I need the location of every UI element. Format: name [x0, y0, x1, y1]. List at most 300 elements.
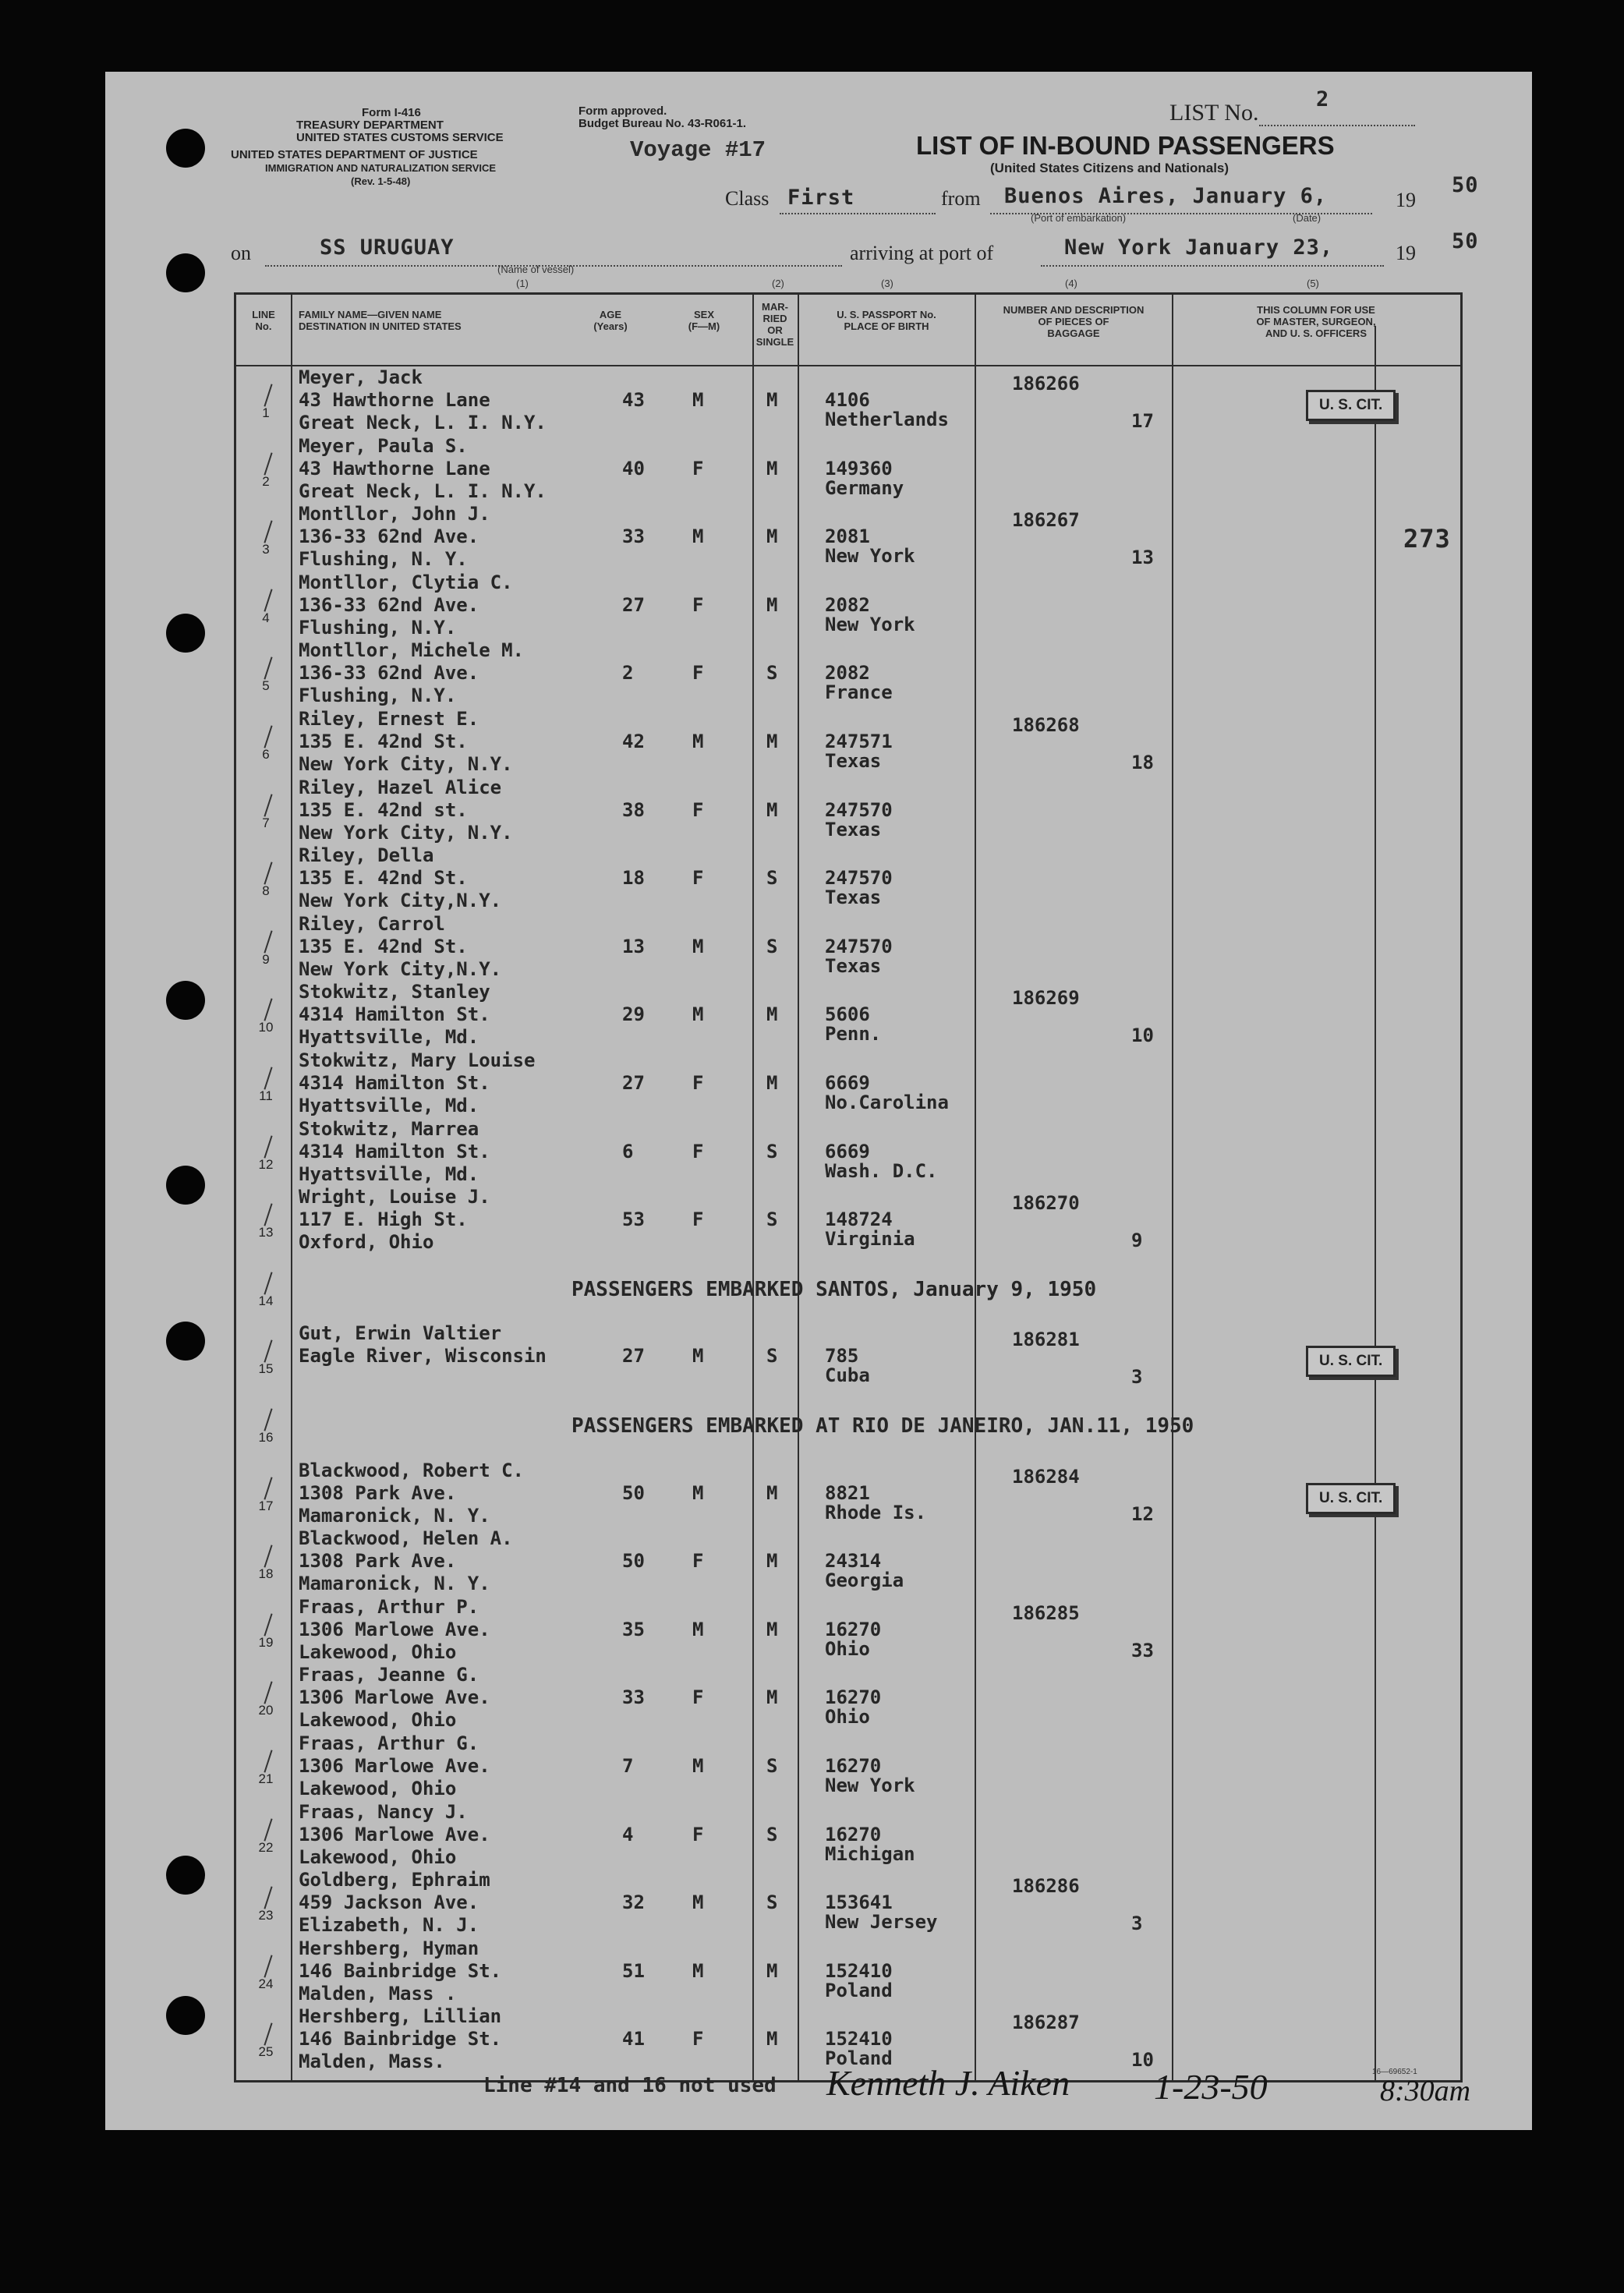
place-of-birth: Ohio: [825, 1637, 870, 1660]
passenger-sex: F: [692, 2028, 704, 2051]
port-of-embarkation: Buenos Aires, January 6,: [1004, 184, 1328, 208]
line-number: 18: [258, 1566, 274, 1582]
line-number: 7: [262, 815, 270, 830]
passenger-age: 6: [622, 1140, 634, 1162]
passenger-address: 4314 Hamilton St.: [299, 1072, 490, 1094]
header-sex: SEX (F—M): [688, 309, 720, 332]
passenger-address: 4314 Hamilton St.: [299, 1140, 490, 1162]
passenger-marital-status: M: [766, 2028, 778, 2051]
passenger-name: Hershberg, Hyman: [299, 1937, 479, 1959]
passenger-address: 136-33 62nd Ave.: [299, 662, 479, 685]
passenger-sex: F: [692, 1072, 704, 1094]
passenger-city: Oxford, Ohio: [299, 1231, 434, 1254]
passenger-sex: F: [692, 1140, 704, 1162]
passenger-name: Meyer, Paula S.: [299, 434, 468, 457]
passenger-marital-status: M: [766, 798, 778, 821]
passenger-address: 135 E. 42nd St.: [299, 935, 468, 957]
place-of-birth: Germany: [825, 476, 904, 499]
passenger-city: Hyattsville, Md.: [299, 1162, 479, 1185]
passport-number: 247570: [825, 935, 893, 957]
baggage-number: 186286: [1012, 1875, 1080, 1898]
line-number: 24: [258, 1976, 274, 1991]
passenger-age: 35: [622, 1618, 645, 1640]
passport-number: 24314: [825, 1550, 882, 1573]
passenger-row: [236, 571, 1460, 639]
place-of-birth: Michigan: [825, 1842, 915, 1865]
passenger-city: New York City,N.Y.: [299, 890, 502, 912]
passenger-row: [236, 1117, 1460, 1185]
passport-number: 153641: [825, 1891, 893, 1914]
passenger-age: 27: [622, 593, 645, 616]
citizenship-stamp: U. S. CIT.: [1306, 1483, 1396, 1514]
header-name: FAMILY NAME—GIVEN NAME DESTINATION IN UNITED STATES: [299, 309, 462, 332]
passenger-age: 7: [622, 1755, 634, 1777]
place-of-birth: Penn.: [825, 1023, 882, 1046]
binder-hole: [166, 129, 205, 168]
line-number: 2: [262, 473, 270, 489]
passenger-marital-status: S: [766, 1755, 778, 1777]
place-of-birth: Texas: [825, 954, 882, 977]
passenger-marital-status: M: [766, 1003, 778, 1026]
passenger-address: 1306 Marlowe Ave.: [299, 1755, 490, 1777]
baggage-pieces: 13: [1131, 547, 1154, 569]
line-number: 25: [258, 2044, 274, 2060]
passenger-city: Mamaronick, N. Y.: [299, 1573, 490, 1595]
passenger-name: Montllor, Michele M.: [299, 639, 524, 662]
line-number: 19: [258, 1634, 274, 1650]
passport-number: 2081: [825, 525, 870, 548]
place-of-birth: New York: [825, 613, 915, 635]
passenger-age: 42: [622, 731, 645, 752]
passenger-age: 33: [622, 1686, 645, 1709]
passenger-name: Fraas, Nancy J.: [299, 1800, 468, 1823]
passenger-city: Great Neck, L. I. N.Y.: [299, 479, 547, 502]
passenger-row: [236, 1322, 1460, 1389]
passenger-row: [236, 1664, 1460, 1732]
passenger-address: 136-33 62nd Ave.: [299, 593, 479, 616]
passenger-city: Flushing, N.Y.: [299, 685, 457, 707]
place-of-birth: Poland: [825, 2047, 893, 2070]
passenger-city: Mamaronick, N. Y.: [299, 1504, 490, 1527]
passenger-age: 53: [622, 1208, 645, 1231]
passenger-age: 29: [622, 1003, 645, 1026]
line-number: 23: [258, 1908, 274, 1923]
passport-number: 16270: [825, 1755, 882, 1777]
year-prefix: 19: [1396, 189, 1416, 211]
passenger-age: 50: [622, 1550, 645, 1573]
section-heading: PASSENGERS EMBARKED AT RIO DE JANEIRO, JAN.11, 1950: [571, 1414, 1194, 1438]
passenger-address: 117 E. High St.: [299, 1208, 468, 1231]
line-number: 10: [258, 1020, 274, 1035]
passenger-city: Flushing, N. Y.: [299, 548, 468, 571]
passenger-row: [236, 1049, 1460, 1116]
passenger-row: [236, 1595, 1460, 1663]
passport-number: 152410: [825, 2028, 893, 2051]
passport-number: 4106: [825, 389, 870, 411]
passenger-sex: M: [692, 1618, 704, 1640]
port-caption: (Port of embarkation): [1031, 212, 1127, 224]
passenger-table: [234, 292, 1463, 2082]
passenger-row: [236, 776, 1460, 844]
baggage-pieces: 12: [1131, 1502, 1154, 1525]
passenger-sex: M: [692, 1481, 704, 1504]
binder-hole: [166, 1856, 205, 1895]
passenger-sex: M: [692, 525, 704, 548]
passport-number: 2082: [825, 593, 870, 616]
baggage-number: 186281: [1012, 1329, 1080, 1351]
passenger-marital-status: M: [766, 1072, 778, 1094]
footer-note: Line #14 and 16 not used: [483, 2074, 777, 2097]
passenger-address: 459 Jackson Ave.: [299, 1891, 479, 1914]
passenger-name: Fraas, Arthur P.: [299, 1595, 479, 1618]
passenger-address: 146 Bainbridge St.: [299, 1959, 502, 1982]
passenger-row: [236, 1869, 1460, 1937]
check-mark: [264, 1272, 272, 1294]
passport-number: 148724: [825, 1208, 893, 1231]
passenger-address: 1308 Park Ave.: [299, 1550, 457, 1573]
passenger-name: Blackwood, Robert C.: [299, 1459, 524, 1481]
baggage-number: 186269: [1012, 987, 1080, 1010]
vessel-caption: (Name of vessel): [497, 264, 575, 275]
passenger-age: 2: [622, 662, 634, 685]
passenger-sex: M: [692, 935, 704, 957]
passenger-address: Eagle River, Wisconsin: [299, 1345, 547, 1368]
passenger-name: Meyer, Jack: [299, 366, 423, 388]
passenger-marital-status: S: [766, 1140, 778, 1162]
baggage-number: 186268: [1012, 714, 1080, 736]
passport-number: 16270: [825, 1823, 882, 1845]
passenger-name: Riley, Ernest E.: [299, 708, 479, 730]
line-number: 5: [262, 678, 270, 694]
from-label: from: [941, 187, 981, 210]
passenger-sex: F: [692, 1823, 704, 1845]
passenger-sex: F: [692, 457, 704, 479]
passenger-age: 41: [622, 2028, 645, 2051]
passenger-age: 27: [622, 1072, 645, 1094]
header-passport: U. S. PASSPORT No. PLACE OF BIRTH: [837, 309, 936, 332]
baggage-pieces: 33: [1131, 1639, 1154, 1661]
passenger-name: Riley, Carrol: [299, 912, 445, 935]
passenger-sex: F: [692, 1550, 704, 1573]
passport-number: 6669: [825, 1140, 870, 1162]
passenger-row: [236, 912, 1460, 980]
baggage-number: 186270: [1012, 1192, 1080, 1215]
line-number: 11: [259, 1088, 273, 1103]
passenger-age: 4: [622, 1823, 634, 1845]
passenger-marital-status: M: [766, 1686, 778, 1709]
passport-number: 2082: [825, 662, 870, 685]
passenger-address: 135 E. 42nd st.: [299, 798, 468, 821]
baggage-number: 186287: [1012, 2012, 1080, 2034]
column-1-number: (1): [516, 278, 529, 289]
signature-time: 8:30am: [1380, 2075, 1471, 2107]
passenger-row: [236, 639, 1460, 707]
passport-number: 5606: [825, 1003, 870, 1026]
margin-note: 273: [1403, 524, 1451, 554]
passenger-sex: M: [692, 1755, 704, 1777]
list-number-label: LIST No.: [1169, 100, 1259, 126]
line-number: 15: [258, 1361, 274, 1377]
binder-hole: [166, 1996, 205, 2035]
passenger-name: Montllor, John J.: [299, 503, 490, 525]
passenger-marital-status: M: [766, 1618, 778, 1640]
passenger-row: [236, 1186, 1460, 1254]
place-of-birth: Netherlands: [825, 409, 949, 430]
passport-number: 16270: [825, 1686, 882, 1709]
column-2-number: (2): [772, 278, 784, 289]
baggage-pieces: 3: [1131, 1913, 1143, 1935]
passenger-address: 43 Hawthorne Lane: [299, 457, 490, 479]
form-subtitle: (United States Citizens and Nationals): [990, 161, 1229, 175]
baggage-number: 186267: [1012, 509, 1080, 532]
passenger-address: 1306 Marlowe Ave.: [299, 1823, 490, 1845]
place-of-birth: Poland: [825, 1979, 893, 2001]
passenger-city: New York City, N.Y.: [299, 821, 513, 844]
passenger-marital-status: M: [766, 1550, 778, 1573]
place-of-birth: Texas: [825, 886, 882, 909]
passenger-marital-status: S: [766, 1345, 778, 1368]
passport-number: 247570: [825, 867, 893, 890]
passport-number: 785: [825, 1345, 859, 1368]
passenger-row: [236, 434, 1460, 502]
voyage-number: Voyage #17: [630, 137, 766, 163]
line-number: 3: [262, 542, 270, 557]
line-number: 13: [258, 1225, 274, 1240]
line-number: 9: [262, 951, 270, 967]
line-number: 14: [258, 1293, 274, 1308]
signature-date: 1-23-50: [1154, 2067, 1268, 2107]
line-number: 21: [258, 1771, 274, 1786]
passenger-row: [236, 1937, 1460, 2005]
baggage-pieces: 18: [1131, 752, 1154, 773]
place-of-birth: Virginia: [825, 1228, 915, 1251]
passenger-city: Hyattsville, Md.: [299, 1095, 479, 1116]
passenger-address: 4314 Hamilton St.: [299, 1003, 490, 1026]
embark-year: 50: [1452, 173, 1479, 197]
line-number: 8: [262, 883, 270, 899]
column-5-number: (5): [1307, 278, 1319, 289]
date-caption: (Date): [1293, 212, 1321, 224]
passenger-sex: F: [692, 867, 704, 890]
form-number: Form I-416: [362, 106, 421, 119]
passenger-age: 18: [622, 867, 645, 890]
passport-number: 152410: [825, 1959, 893, 1982]
line-number: 6: [262, 747, 270, 762]
place-of-birth: New Jersey: [825, 1911, 938, 1934]
passport-number: 16270: [825, 1618, 882, 1640]
passenger-row: [236, 1732, 1460, 1799]
line-number: 4: [262, 610, 270, 625]
passenger-marital-status: M: [766, 525, 778, 548]
passport-number: 8821: [825, 1481, 870, 1504]
passenger-row: [236, 1527, 1460, 1595]
passenger-sex: F: [692, 1208, 704, 1231]
header-baggage: NUMBER AND DESCRIPTION OF PIECES OF BAGGAGE: [1003, 304, 1145, 339]
passenger-sex: F: [692, 593, 704, 616]
passenger-address: 1306 Marlowe Ave.: [299, 1686, 490, 1709]
passenger-city: Great Neck, L. I. N.Y.: [299, 412, 547, 433]
passenger-row: [236, 1800, 1460, 1868]
passenger-age: 43: [622, 389, 645, 411]
passenger-row: [236, 844, 1460, 912]
class-value: First: [787, 186, 855, 210]
passenger-sex: F: [692, 662, 704, 685]
passenger-marital-status: M: [766, 457, 778, 479]
binder-hole: [166, 253, 205, 292]
binder-hole: [166, 1166, 205, 1205]
passenger-name: Gut, Erwin Valtier: [299, 1322, 502, 1345]
passenger-row: [236, 708, 1460, 775]
vessel-name: SS URUGUAY: [320, 235, 455, 260]
passenger-sex: M: [692, 1003, 704, 1026]
passenger-sex: M: [692, 731, 704, 752]
arrival-port-date: New York January 23,: [1064, 235, 1334, 260]
passenger-name: Hershberg, Lillian: [299, 2005, 502, 2028]
column-4-number: (4): [1065, 278, 1077, 289]
place-of-birth: Cuba: [825, 1364, 870, 1387]
baggage-pieces: 17: [1131, 410, 1154, 432]
header-line-no: LINE No.: [252, 309, 275, 332]
passenger-city: Lakewood, Ohio: [299, 1640, 457, 1663]
passenger-marital-status: S: [766, 1891, 778, 1914]
passenger-city: Lakewood, Ohio: [299, 1709, 457, 1732]
passenger-name: Fraas, Arthur G.: [299, 1732, 479, 1754]
passenger-city: New York City, N.Y.: [299, 753, 513, 775]
year-prefix-2: 19: [1396, 242, 1416, 264]
form-title: LIST OF IN-BOUND PASSENGERS: [916, 131, 1335, 160]
passenger-age: 33: [622, 525, 645, 548]
passenger-age: 27: [622, 1345, 645, 1368]
passenger-address: 135 E. 42nd St.: [299, 867, 468, 890]
passenger-name: Riley, Della: [299, 844, 434, 867]
passenger-name: Stokwitz, Stanley: [299, 981, 490, 1003]
passenger-address: 146 Bainbridge St.: [299, 2028, 502, 2051]
column-3-number: (3): [881, 278, 893, 289]
passenger-name: Fraas, Jeanne G.: [299, 1664, 479, 1686]
line-number: 12: [258, 1156, 274, 1172]
header-officers-use: THIS COLUMN FOR USE OF MASTER, SURGEON, AND U. S. OFFICERS: [1256, 304, 1376, 339]
treasury-department: TREASURY DEPARTMENT: [296, 119, 444, 132]
passenger-name: Wright, Louise J.: [299, 1186, 490, 1208]
passenger-city: Hyattsville, Md.: [299, 1026, 479, 1049]
passenger-row: [236, 1459, 1460, 1527]
passenger-address: 1306 Marlowe Ave.: [299, 1618, 490, 1640]
passenger-address: 43 Hawthorne Lane: [299, 389, 490, 411]
passenger-sex: M: [692, 1345, 704, 1368]
passenger-address: 135 E. 42nd St.: [299, 731, 468, 752]
arriving-label: arriving at port of: [850, 242, 994, 264]
check-mark: [264, 1408, 272, 1431]
form-approved: Form approved.: [578, 104, 667, 118]
place-of-birth: No.Carolina: [825, 1092, 949, 1113]
passenger-marital-status: M: [766, 731, 778, 752]
line-number: 16: [258, 1430, 274, 1445]
passenger-city: Malden, Mass .: [299, 1982, 457, 2005]
passenger-address: 1308 Park Ave.: [299, 1481, 457, 1504]
passenger-city: Lakewood, Ohio: [299, 1845, 457, 1868]
header-married: MAR- RIED OR SINGLE: [755, 301, 794, 348]
passenger-city: Malden, Mass.: [299, 2051, 445, 2073]
baggage-number: 186284: [1012, 1465, 1080, 1488]
passenger-city: Lakewood, Ohio: [299, 1778, 457, 1799]
passenger-marital-status: S: [766, 935, 778, 957]
passenger-marital-status: S: [766, 662, 778, 685]
passenger-sex: M: [692, 389, 704, 411]
binder-hole: [166, 1322, 205, 1361]
passenger-marital-status: S: [766, 1208, 778, 1231]
passenger-row: [236, 503, 1460, 571]
passenger-marital-status: S: [766, 867, 778, 890]
passenger-name: Goldberg, Ephraim: [299, 1869, 490, 1891]
place-of-birth: Wash. D.C.: [825, 1159, 938, 1182]
passenger-marital-status: S: [766, 1823, 778, 1845]
passenger-age: 32: [622, 1891, 645, 1914]
baggage-pieces: 10: [1131, 1024, 1154, 1047]
section-heading: PASSENGERS EMBARKED SANTOS, January 9, 1950: [571, 1277, 1097, 1301]
place-of-birth: France: [825, 681, 893, 704]
baggage-number: 186266: [1012, 373, 1080, 395]
passenger-name: Blackwood, Helen A.: [299, 1527, 513, 1550]
header-age: AGE (Years): [593, 309, 628, 332]
officer-signature: Kenneth J. Aiken: [826, 2063, 1070, 2103]
budget-bureau: Budget Bureau No. 43-R061-1.: [578, 117, 747, 130]
passenger-city: Elizabeth, N. J.: [299, 1914, 479, 1937]
place-of-birth: New York: [825, 1775, 915, 1796]
passport-number: 247570: [825, 798, 893, 821]
revision: (Rev. 1-5-48): [351, 175, 411, 187]
line-number: 20: [258, 1703, 274, 1718]
passport-number: 149360: [825, 457, 893, 479]
passenger-sex: F: [692, 798, 704, 821]
passenger-age: 50: [622, 1481, 645, 1504]
baggage-pieces: 10: [1131, 2049, 1154, 2072]
place-of-birth: Texas: [825, 818, 882, 840]
binder-hole: [166, 614, 205, 653]
passenger-name: Montllor, Clytia C.: [299, 571, 513, 593]
passenger-sex: M: [692, 1959, 704, 1982]
place-of-birth: Texas: [825, 750, 882, 772]
passenger-age: 51: [622, 1959, 645, 1982]
place-of-birth: New York: [825, 545, 915, 568]
passenger-marital-status: M: [766, 389, 778, 411]
place-of-birth: Ohio: [825, 1706, 870, 1729]
passenger-marital-status: M: [766, 593, 778, 616]
line-number: 1: [262, 405, 270, 420]
list-number: 2: [1316, 87, 1330, 111]
binder-hole: [166, 981, 205, 1020]
on-label: on: [231, 242, 251, 264]
passenger-row: [236, 981, 1460, 1049]
passenger-city: Flushing, N.Y.: [299, 616, 457, 639]
passenger-sex: F: [692, 1686, 704, 1709]
baggage-pieces: 3: [1131, 1366, 1143, 1389]
passenger-address: 136-33 62nd Ave.: [299, 525, 479, 548]
line-number: 17: [258, 1498, 274, 1513]
class-label: Class: [725, 187, 770, 210]
baggage-number: 186285: [1012, 1601, 1080, 1624]
department-of-justice: UNITED STATES DEPARTMENT OF JUSTICE: [231, 148, 478, 161]
place-of-birth: Rhode Is.: [825, 1501, 927, 1523]
passport-number: 6669: [825, 1072, 870, 1094]
passport-number: 247571: [825, 731, 893, 752]
passenger-marital-status: M: [766, 1481, 778, 1504]
passenger-age: 40: [622, 457, 645, 479]
customs-service: UNITED STATES CUSTOMS SERVICE: [296, 131, 504, 144]
citizenship-stamp: U. S. CIT.: [1306, 1346, 1396, 1377]
baggage-pieces: 9: [1131, 1230, 1143, 1252]
line-number: 22: [258, 1839, 274, 1855]
passenger-name: Stokwitz, Marrea: [299, 1117, 479, 1140]
